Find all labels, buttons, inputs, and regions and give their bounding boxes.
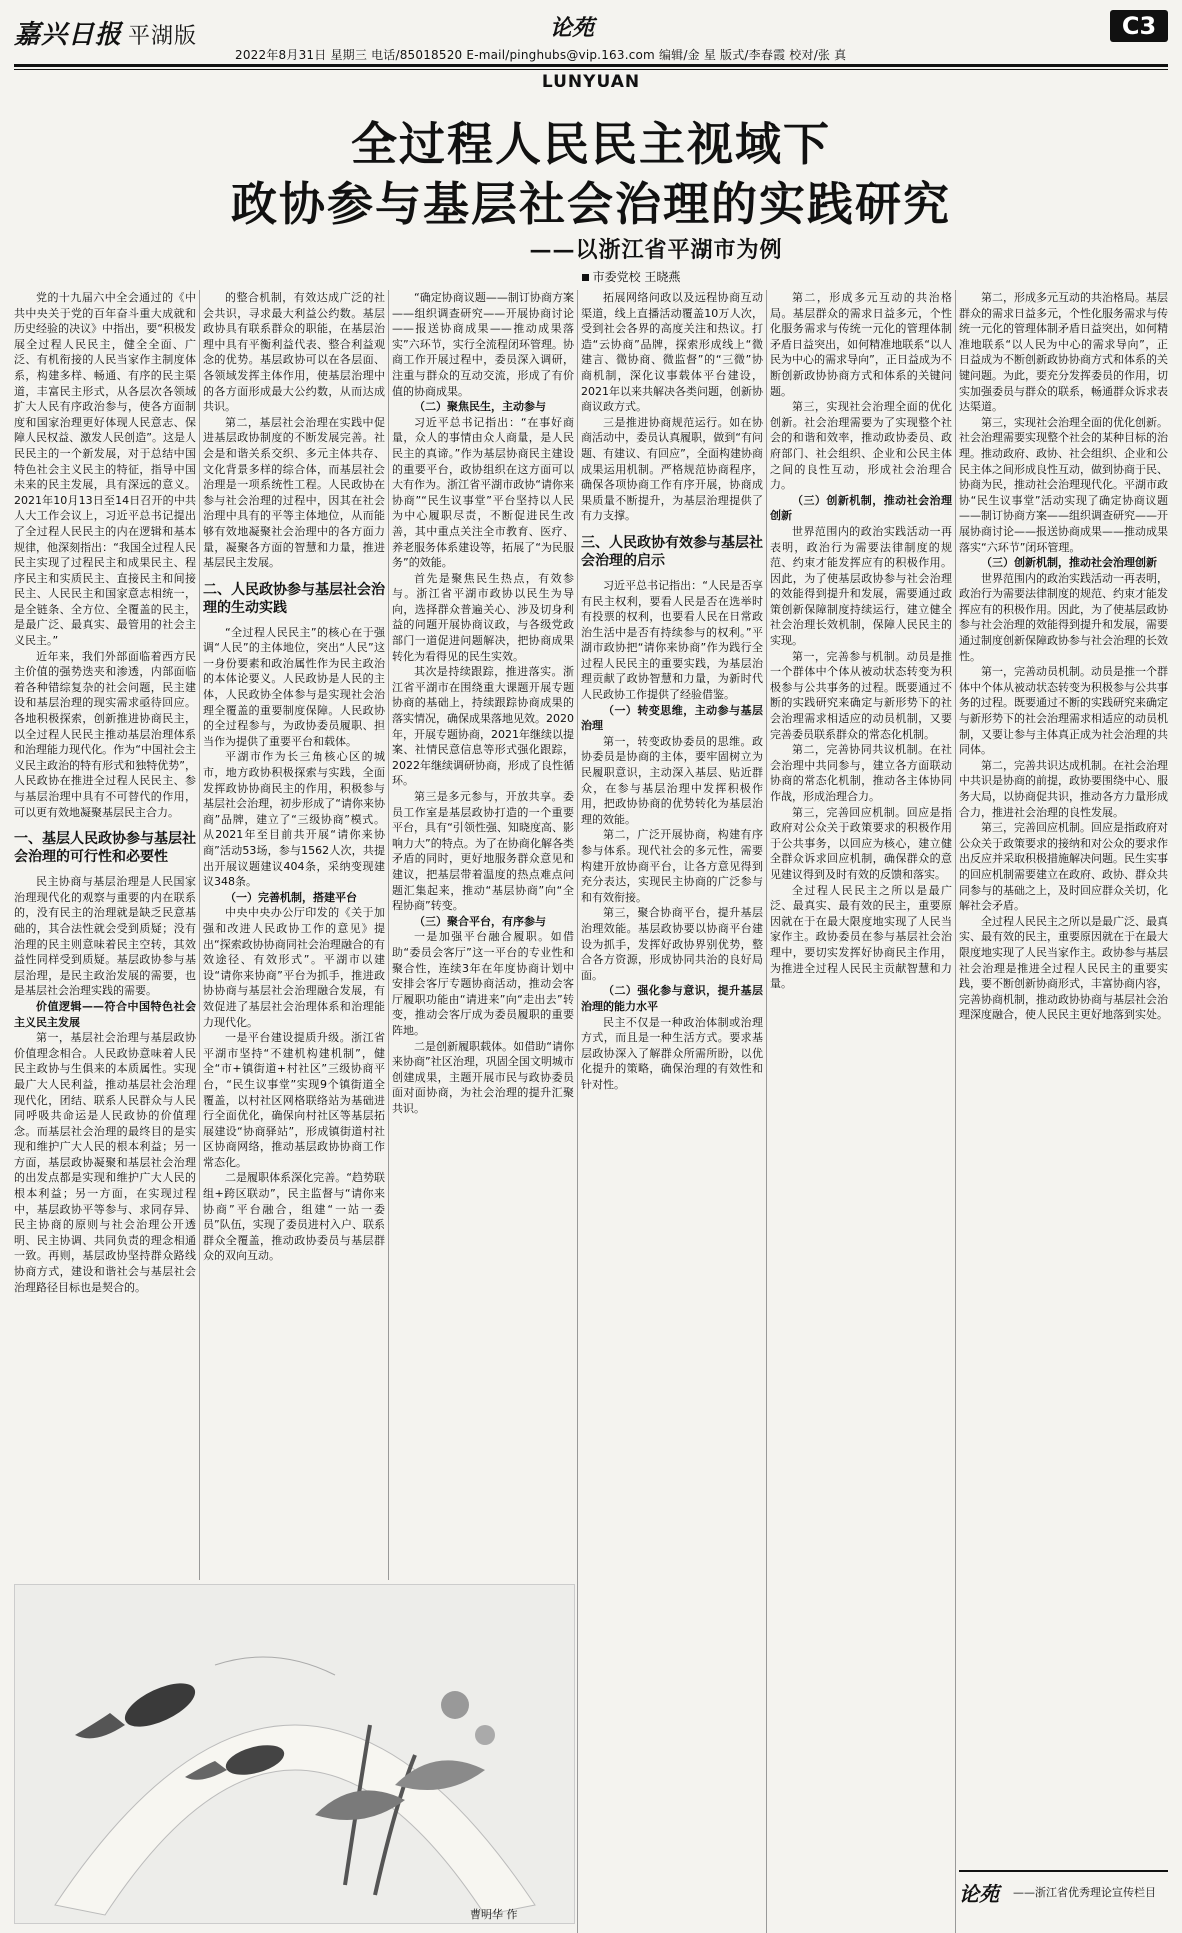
article-column-5 [770, 290, 952, 1933]
paragraph: 的整合机制，有效达成广泛的社会共识，寻求最大利益公约数。基层政协具有联系群众的职能，在基层治理中具有平衡利益代表、整合利益观念的优势。基层政协可以在各层面、各领域发挥主体作用，使基层治理中的各方面形成最大公约数，从而达成共识。 [203, 291, 385, 414]
paragraph: 全过程人民民主之所以是最广泛、最真实、最有效的民主，重要原因就在于在最大限度地实现了人民当家作主。政协参与基层社会治理是推进全过程人民民主的重要实践，要不断创新协商形式，丰富协商内容，完善协商机制，推动政协协商与基层社会治理深度融合，使人民民主更好地落到实处。 [959, 914, 1168, 1022]
paragraph: 一是平台建设提质升级。浙江省平湖市坚持“不建机构建机制”，健全“市+镇街道+村社区”三级协商平台，“民生议事堂”实现9个镇街道全覆盖，以村社区网格联络站为基础进行全面优化，确保向村社区等基层拓展建设“协商驿站”，形成镇街道村社区协商网络，推动基层政协协商工作常态化。 [203, 1031, 385, 1169]
footer-badge [959, 1864, 1168, 1924]
square-bullet-icon [582, 274, 589, 281]
paragraph: 第三是多元参与，开放共享。委员工作室是基层政协打造的一个重要平台，具有“引领性强、知晓度高、影响力大”的特点。为了在协商化解各类矛盾的同时，更好地服务群众意见和建议，把基层带着温度的热点难点问题汇集起来，推动“基层协商”向“全程协商”转变。 [392, 790, 574, 913]
article-column-4 [581, 290, 763, 1933]
footer-tagline: ——浙江省优秀理论宣传栏目 [1013, 1886, 1156, 1899]
paragraph: “确定协商议题——制订协商方案——组织调查研究——开展协商讨论——报送协商成果——推动成果落实”六环节，实行全流程闭环管理。协商工作开展过程中，委员深入调研，注重与群众的互动交流，形成了有价值的协商成果。 [392, 291, 574, 398]
paragraph: 全过程人民民主之所以是最广泛、最真实、最有效的民主，重要原因就在于在最大限度地实现了人民当家作主。政协委员在参与基层社会治理中，要切实发挥好协商民主作用，为推进全过程人民民主贡献智慧和力量。 [770, 883, 952, 991]
footer-rule [959, 1870, 1168, 1872]
subheading: （二）聚焦民生，主动参与 [414, 400, 546, 414]
goldfish-tail [75, 1713, 125, 1738]
paragraph: 民主不仅是一种政治体制或治理方式，而且是一种生活方式。要求基层政协深入了解群众所需所盼，以优化提升的策略，确保治理的有效性和针对性。 [581, 1015, 763, 1091]
column-divider [199, 290, 200, 1580]
subheading: （三）创新机制，推动社会治理创新 [770, 493, 952, 523]
paragraph: 其次是持续跟踪，推进落实。浙江省平湖市在围绕重大课题开展专题协商的基础上，持续跟踪协商成果的落实情况，确保成果落地见效。2020年，开展专题协商，2021年继续以提案、社情民意信息等形式强化跟踪，2022年继续调研协商，形成了良性循环。 [392, 665, 574, 788]
column-logo [546, 8, 598, 44]
article-column-3 [392, 290, 574, 1580]
paragraph: 二是创新履职载体。如借助“请你来协商”社区治理，巩固全国文明城市创建成果，主题开展市民与政协委员面对面协商，为社会治理的提升汇聚共识。 [392, 1039, 574, 1115]
top-rule [14, 64, 1168, 67]
paragraph: 第二，形成多元互动的共治格局。基层群众的需求日益多元，个性化服务需求与传统一元化的管理体制矛盾日益突出，如何精准地联系“以人民为中心的需求导向”，正日益成为不断创新政协协商方式和体系的关键问题。为此，要充分发挥委员的作用，切实加强委员与群众的联系，畅通群众诉求表达渠道。 [959, 291, 1168, 414]
edition-label: 平湖版 [128, 24, 198, 49]
paragraph: 一是加强平台融合履职。如借助“委员会客厅”这一平台的专业性和聚合性，连续3年在年度协商计划中安排会客厅专题协商活动，推动会客厅履职功能由“请进来”向“走出去”转变，推动会客厅成为委员履职的重要阵地。 [392, 930, 574, 1037]
subheading: （一）转变思维，主动参与基层治理 [581, 703, 763, 733]
column-divider [388, 290, 389, 1580]
paragraph: 第一，完善参与机制。动员是推一个群体中个体从被动状态转变为积极参与公共事务的过程。既要通过不断的实践研究来确定与新形势下的社会治理需求相适应的动员机制，又要完善委员联系群众的常态化机制。 [770, 649, 952, 741]
section-heading: 三、人民政协有效参与基层社会治理的启示 [581, 534, 763, 569]
column-divider [766, 290, 767, 1933]
seedpod [475, 1725, 495, 1745]
byline-text: 市委党校 王晓燕 [592, 270, 681, 284]
paragraph: 中央中央办公厅印发的《关于加强和改进人民政协工作的意见》提出“探索政协协商同社会治理融合的有效途径、有效形式”。平湖市以建设“请你来协商”平台为抓手，推进政协协商与基层社会治理融合发展，有效促进了基层社会治理体系和治理能力现代化。 [203, 906, 385, 1029]
subheading: （二）强化参与意识，提升基层治理的能力水平 [581, 984, 763, 1013]
illustration-caption: 曹明华 作 [470, 1908, 518, 1921]
paragraph: 三是推进协商规范运行。如在协商活动中，委员认真履职，做到“有问题、有建议、有回应”，全面构建协商成果运用机制。严格规范协商程序，确保各项协商工作有序开展，协商成果质量不断提升，为基层治理提供了有力支撑。 [581, 415, 763, 523]
column-logo-text: 论苑 [549, 14, 594, 41]
paragraph: 第三，完善回应机制。回应是指政府对公众关于政策要求的积极作用于公共事务，以回应为核心，建立健全群众诉求回应机制，确保群众的意见建议得到及时有效的反馈和落实。 [770, 805, 952, 881]
paragraph: 世界范围内的政治实践活动一再表明，政治行为需要法律制度的规范、约束才能发挥应有的积极作用。因此，为了使基层政协参与社会治理的效能得到提升和发展，需要通过政策创新保障制度持续运行，建立健全社会治理长效机制，保障人民民主的实现。 [770, 524, 952, 648]
paragraph: 民主协商与基层治理是人民国家治理现代化的观察与重要的内在联系的，没有民主的治理就是缺乏民意基础的，其合法性就会受到质疑；没有治理的民主则意味着民主空转，其效益性同样受到质疑。基层政协参与基层治理，是民主政治发展的需要，也是基层社会治理实践的需要。 [14, 875, 196, 998]
article-column-1 [14, 290, 196, 1580]
paragraph: 世界范围内的政治实践活动一再表明，政治行为需要法律制度的规范、约束才能发挥应有的积极作用。因此，为了使基层政协参与社会治理的效能得到提升和发展，需要通过制度创新保障政协参与社会治理的长效性。 [959, 571, 1168, 663]
byline [0, 268, 1182, 285]
section-heading: 二、人民政协参与基层社会治理的生动实践 [203, 581, 385, 616]
goldfish-body [119, 1674, 201, 1735]
paragraph: 第二，基层社会治理在实践中促进基层政协制度的不断发展完善。社会是和谐关系交织、多元主体共存、文化背景多样的综合体，而基层社会治理是一项系统性工程。人民政协在参与社会治理的过程中，因其在社会治理中具有的平等主体地位，从而能够有效地凝聚社会治理中的各方面力量，凝聚各方面的智慧和力量，推进基层民主发展。 [203, 415, 385, 570]
paragraph: “全过程人民民主”的核心在于强调“人民”的主体地位，突出“人民”这一身份要素和政治属性作为民主政治的本体论要义。人民政协是人民的主体，人民政协全体参与是实现社会治理全覆盖的重要制度保障。人民政协的全过程参与，为政协委员履职、担当作为提供了重要平台和载体。 [203, 625, 385, 748]
paragraph: 第三，实现社会治理全面的优化创新。社会治理需要为了实现整个社会的和谐和效率，推动政协委员、政府部门、社会组织、企业和公民主体之间的良性互动，形成社会治理合力。 [770, 400, 952, 492]
headline-line-2: 政协参与基层社会治理的实践研究 [231, 177, 951, 231]
paragraph: 第二，广泛开展协商，构建有序参与体系。现代社会的多元性，需要构建开放协商平台，让各方意见得到充分表达，实现民主协商的广泛参与和有效衔接。 [581, 828, 763, 904]
paragraph: 二是履职体系深化完善。“趋势联组+跨区联动”，民主监督与“请你来协商”平台融合，组建“一站一委员”队伍，实现了委员进村入户、联系群众全覆盖，推动政协委员与基层群众的双向互动。 [203, 1171, 385, 1263]
column-divider [955, 290, 956, 1933]
section-heading: 一、基层人民政协参与基层社会治理的可行性和必要性 [14, 831, 196, 866]
headline-line-1: 全过程人民民主视域下 [351, 117, 831, 171]
paragraph: 第二，形成多元互动的共治格局。基层群众的需求日益多元，个性化服务需求与传统一元化的管理体制矛盾日益突出，如何精准地联系“以人民为中心的需求导向”，正日益成为不断创新政协协商方式和体系的关键问题。 [770, 291, 952, 398]
seedpod [441, 1691, 469, 1719]
paper-name [14, 14, 197, 51]
paragraph: 第三，完善回应机制。回应是指政府对公众关于政策要求的接纳和对公众的要求作出反应并采取积极措施解决问题。民生实事的回应机制需要建立在政府、政协、群众共同参与的基础之上，及时回应群众关切，化解社会矛盾。 [959, 821, 1168, 913]
paragraph: 党的十九届六中全会通过的《中共中央关于党的百年奋斗重大成就和历史经验的决议》中指出，要“积极发展全过程人民民主，健全全面、广泛、有机衔接的人民当家作主制度体系，构建多样、畅通、有序的民主渠道，丰富民主形式，从各层次各领域扩大人民有序政治参与，使各方面制度和国家治理更好体现人民意志、保障人民权益、激发人民创造”。这是人民民主的一个新发展，对于总结中国特色社会主义民主的特征，指导中国未来的民主发展，具有深远的意义。2021年10月13日至14日召开的中共人大工作会议上，习近平总书记提出了全过程人民民主的内在逻辑和基本规律，他深刻指出：“我国全过程人民民主实现了过程民主和成果民主、程序民主和实质民主、直接民主和间接民主、人民民主和国家意志相统一，是全链条、全方位、全覆盖的民主，是最广泛、最真实、最管用的社会主义民主。” [14, 291, 196, 648]
paragraph: 第二，完善协同共议机制。在社会治理中共同参与，建立各方面联动协商的常态化机制，推动各主体协同作战，形成治理合力。 [770, 743, 952, 803]
section-name-en: LUNYUAN [541, 72, 641, 92]
illustration-fan-painting [14, 1584, 575, 1924]
paragraph: 第一，基层社会治理与基层政协价值理念相合。人民政协意味着人民民主政协与生俱来的本质属性。实现最广大人民利益，推动基层社会治理现代化，团结、联系人民群众与人民同呼吸共命运是人民政协的价值理念。而基层社会治理的最终目的是实现和维护广大人民的根本利益；另一方面，基层政协凝聚和基层社会治理的出发点都是实现和维护广大人民的根本利益；另一方面，在实现过程中，基层政协平等参与、求同存异、民主协商的原则与社会治理公开透明、民主协调、共同负责的理念相通一致。再则，基层政协坚持群众路线协商方式，建设和谐社会与基层社会治理路径目标也是契合的。 [14, 1031, 196, 1294]
paragraph: 平湖市作为长三角核心区的城市，地方政协积极探索与实践，全面发挥政协协商民主的作用，积极参与基层社会治理，初步形成了“请你来协商”品牌，建立了“三级协商”模式。从2021年至目前共开展“请你来协商”活动53场，参与1562人次，共提出开展议题建议404条，采纳变现建议348条。 [203, 750, 385, 889]
fan-painting-graphic [15, 1585, 575, 1924]
top-rule-thin [14, 69, 1168, 70]
column-divider [577, 290, 578, 1933]
calligraphy-stroke [215, 1657, 335, 1675]
paragraph: 第三，聚合协商平台，提升基层治理效能。基层政协要以协商平台建设为抓手，发挥好政协界别优势，整合各方资源，形成协同共治的良好局面。 [581, 906, 763, 982]
subheading: （三）创新机制，推动社会治理创新 [981, 556, 1157, 570]
article-column-6 [959, 290, 1168, 1845]
info-line: 2022年8月31日 星期三 电话/85018520 E-mail/pinghubs@vip.163.com 编辑/金 星 版式/李春霞 校对/张 真 [235, 48, 847, 62]
subheading: 价值逻辑——符合中国特色社会主义民主发展 [14, 999, 196, 1029]
headline-subtitle: ——以浙江省平湖市为例 [529, 237, 783, 263]
plant-leaf [315, 1790, 405, 1820]
paragraph: 第三，实现社会治理全面的优化创新。社会治理需要实现整个社会的某种目标的治理。推动政府、政协、社会组织、企业和公民主体之间形成良性互动，做到协商于民、协商为民，推动社会治理现代化。平湖市政协“民生议事堂”活动实现了确定协商议题——制订协商方案——组织调查研究——开展协商讨论——报送协商成果——推动成果落实“六环节”闭环管理。 [959, 415, 1168, 554]
paragraph: 第一，转变政协委员的思维。政协委员是协商的主体，要牢固树立为民履职意识，主动深入基层、贴近群众，在参与基层治理中发挥积极作用，把政协协商的优势转化为基层治理的效能。 [581, 734, 763, 826]
paragraph: 习近平总书记指出：“在事好商量，众人的事情由众人商量，是人民民主的真谛。”作为基层协商民主建设的重要平台，政协组织在这方面可以大有作为。浙江省平湖市政协“请你来协商”“民生议事堂”平台坚持以人民为中心履职尽责，不断促进民生改善，其中重点关注全市教育、医疗、养老服务体系建设等，拓展了“为民服务”的效能。 [392, 415, 574, 570]
fan-shape [55, 1725, 535, 1915]
paragraph: 第二，完善共识达成机制。在社会治理中共识是协商的前提，政协要围绕中心、服务大局，以协商促共识，推动各方力量形成合力，推进社会治理的良性发展。 [959, 758, 1168, 819]
paragraph: 拓展网络问政以及远程协商互动渠道，线上直播活动覆盖10万人次，受到社会各界的高度关注和热议。打造“云协商”品牌，探索形成线上“微建言、微协商、微监督”的“三微”协商机制，深化议事载体平台建设，2021年以来共解决各类问题，创新协商议政方式。 [581, 291, 763, 414]
paragraph: 习近平总书记指出：“人民是否享有民主权利，要看人民是否在选举时有投票的权利，也要看人民在日常政治生活中是否有持续参与的权利。”平湖市政协把“请你来协商”作为践行全过程人民民主的重要实践，为基层治理贡献了政协智慧和力量，为新时代人民政协工作提供了经验借鉴。 [581, 578, 763, 702]
paper-title: 嘉兴日报 [14, 20, 123, 50]
page-code-badge: C3 [1110, 10, 1168, 42]
footer-logo: 论苑 [959, 1882, 999, 1906]
subheading: （一）完善机制，搭建平台 [225, 890, 357, 904]
paragraph: 近年来，我们外部面临着西方民主价值的强势迭夹和渗透，内部面临着各种错综复杂的社会问题，民主建设和基层治理的现实需求亟待回应。各地积极探索，创新推进协商民主，以全过程人民民主推动基层治理体系和治理能力现代化。作为“中国社会主义民主政治的特有形式和独特优势”，人民政协在推进全过程人民民主、参与基层治理中具有不可替代的作用，可以更有效地凝聚基层民主合力。 [14, 649, 196, 819]
subheading: （三）聚合平台，有序参与 [414, 914, 546, 928]
paragraph: 第一，完善动员机制。动员是推一个群体中个体从被动状态转变为积极参与公共事务的过程。既要通过不断的实践研究来确定与新形势下的社会治理需求相适应的动员机制，又要让参与主体真正成为社会治理的共同体。 [959, 665, 1168, 757]
article-column-2 [203, 290, 385, 1580]
paragraph: 首先是聚焦民生热点，有效参与。浙江省平湖市政协以民生为导向，选择群众普遍关心、涉及切身利益的问题开展协商议政，与各级党政部门一道促进问题解决，把协商成果转化为看得见的民生实效。 [392, 571, 574, 663]
